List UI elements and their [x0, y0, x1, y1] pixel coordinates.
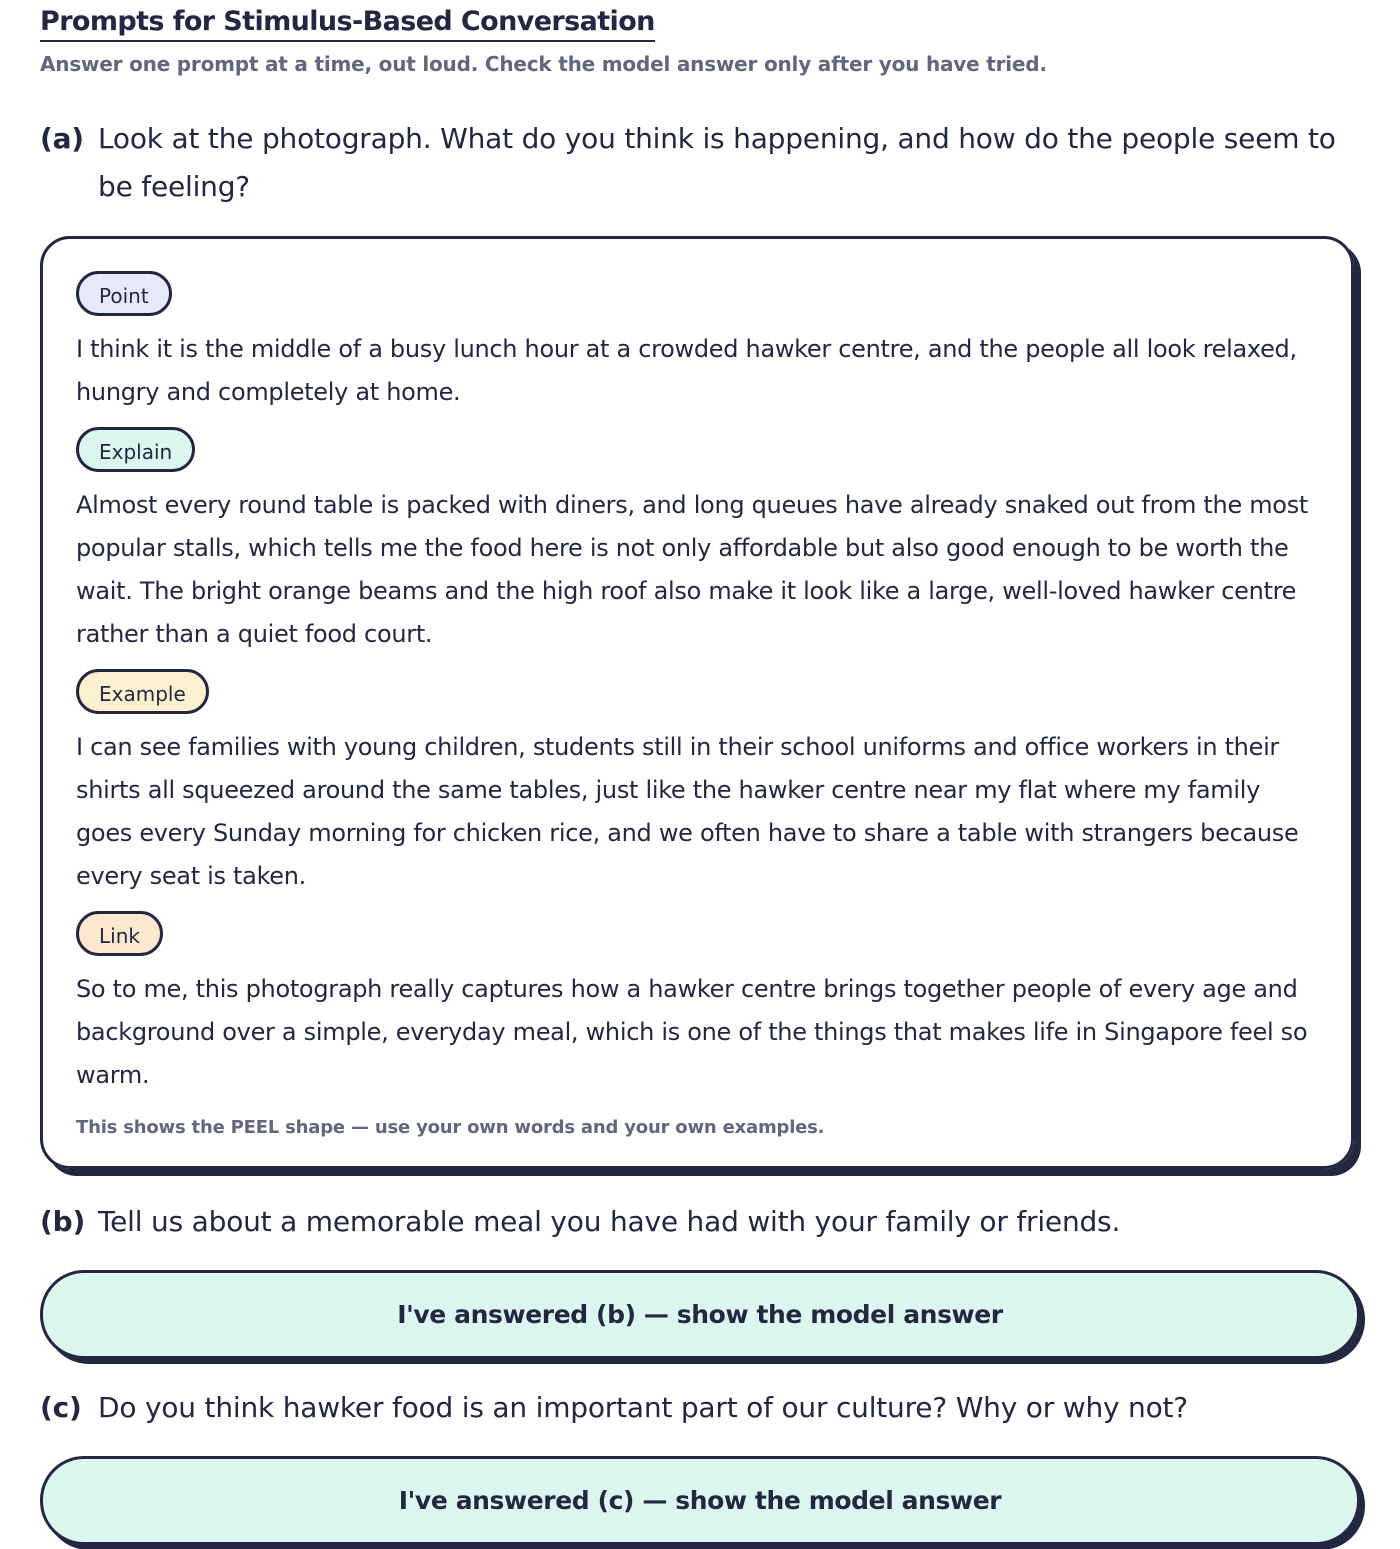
model-answer-card — [40, 236, 1354, 1169]
prompt-question: Tell us about a memorable meal you have had with your family or friends. — [98, 1205, 1121, 1238]
peel-text-point: I think it is the middle of a busy lunch hour at a crowded hawker centre, and the people all look relaxed, hungry and completely at home. — [76, 335, 1297, 406]
peel-label-example: Example — [76, 669, 209, 714]
show-model-answer-b-button[interactable]: I've answered (b) — show the model answer — [40, 1270, 1360, 1359]
peel-section-link — [76, 911, 1318, 1097]
prompt-a — [40, 115, 1360, 211]
prompt-c — [40, 1384, 1360, 1432]
prompt-question: Do you think hawker food is an important part of our culture? Why or why not? — [98, 1391, 1188, 1424]
prompt-letter: (b) — [40, 1205, 86, 1238]
model-answer-note: This shows the PEEL shape — use your own words and your own examples. — [76, 1117, 825, 1138]
show-model-answer-c-button[interactable]: I've answered (c) — show the model answer — [40, 1456, 1360, 1545]
peel-text-example: I can see families with young children, students still in their school uniforms and office workers in their shirts all squeezed around the same tables, just like the hawker centre near my flat where my family goes every Sunday morning for chicken rice, and we often have to share a table with strangers because every seat is taken. — [76, 733, 1299, 890]
peel-section-example — [76, 669, 1318, 898]
peel-text-link: So to me, this photograph really captures how a hawker centre brings together people of every age and background over a simple, everyday meal, which is one of the things that makes life in Singapore feel so warm. — [76, 975, 1308, 1089]
prompt-question: Look at the photograph. What do you think is happening, and how do the people seem to be feeling? — [98, 122, 1336, 203]
peel-label-explain: Explain — [76, 427, 195, 472]
peel-section-explain — [76, 427, 1318, 656]
prompt-letter: (a) — [40, 122, 84, 155]
prompt-letter: (c) — [40, 1391, 82, 1424]
page-title: Prompts for Stimulus-Based Conversation — [40, 0, 655, 42]
peel-label-point: Point — [76, 271, 172, 316]
page-subtitle: Answer one prompt at a time, out loud. Check the model answer only after you have tried. — [40, 52, 1047, 76]
peel-section-point — [76, 271, 1318, 414]
prompt-b — [40, 1198, 1360, 1246]
peel-text-explain: Almost every round table is packed with diners, and long queues have already snaked out from the most popular stalls, which tells me the food here is not only affordable but also good enough to be worth the wait. The bright orange beams and the high roof also make it look like a large, well-loved hawker centre rather than a quiet food court. — [76, 491, 1309, 648]
peel-label-link: Link — [76, 911, 163, 956]
